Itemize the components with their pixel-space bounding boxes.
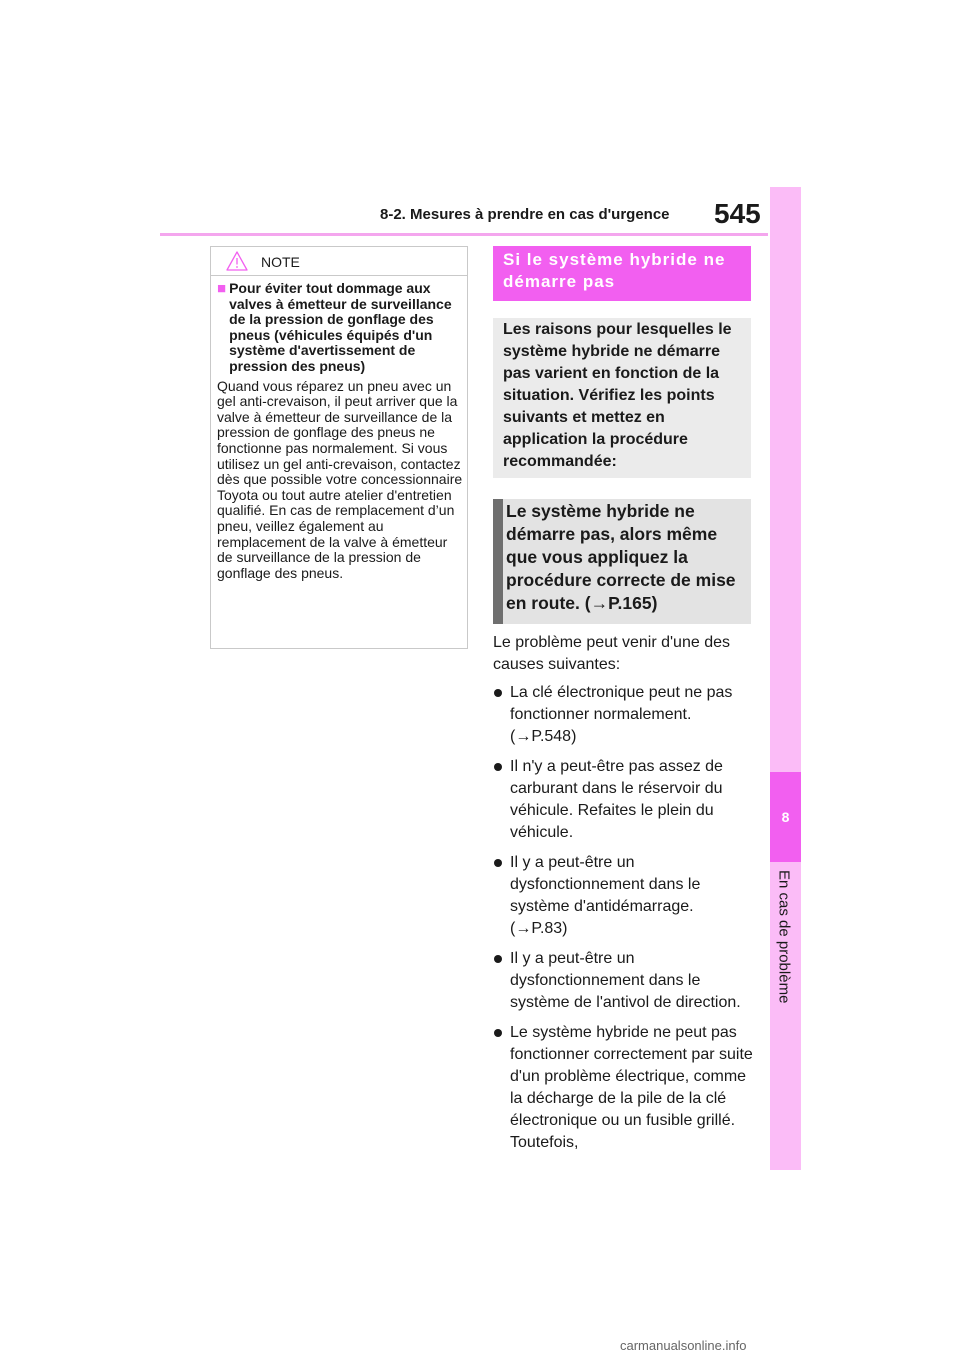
chapter-side-tab — [770, 187, 801, 1170]
section-title: 8-2. Mesures à prendre en cas d'urgence — [380, 206, 670, 223]
list-item-text: Le système hybride ne peut pas fonctionner correctement par suite d'un problème électrique, comme la décharge de la pile de la clé électronique ou un fusible grillé. Toutefois, — [510, 1024, 753, 1151]
chapter-label: En cas de problème — [775, 870, 793, 1004]
section-banner: Si le système hybride ne démarre pas — [493, 246, 751, 301]
list-item — [493, 682, 755, 748]
chapter-number-badge: 8 — [770, 772, 801, 862]
bullet-dot-icon — [493, 1022, 510, 1154]
intro-paragraph: Le problème peut venir d'une des causes suivantes: — [493, 634, 730, 673]
bullet-dot-icon — [493, 948, 510, 1014]
bullet-dot-icon — [493, 682, 510, 748]
note-subheading: Pour éviter tout dommage aux valves à émetteur de surveillance de la pression de gonflage des pneus (véhicules équipés d'un système d'avertissement de pression des pneus) — [229, 280, 452, 374]
header-divider — [160, 233, 768, 236]
note-text: Quand vous réparez un pneu avec un gel anti-crevaison, il peut arriver que la valve à émetteur de surveillance de la pression de gonflage des pneus ne fonctionne pas normalement. Si vous utilisez un gel anti-crevaison, contactez dès que possible votre concessionnaire Toyota ou tout autre atelier d'entretien qualifié. En cas de remplacement d’un pneu, veillez également au remplacement de la valve à émetteur de surveillance de la pression de gonflage des pneus. — [217, 377, 463, 581]
square-bullet-icon: ■ — [217, 280, 227, 297]
page-number: 545 — [714, 198, 761, 229]
note-title: NOTE — [261, 254, 300, 270]
note-body — [217, 281, 463, 581]
list-item — [493, 948, 755, 1014]
note-subheading-row — [217, 281, 463, 375]
list-item — [493, 756, 755, 844]
bullet-dot-icon — [493, 852, 510, 940]
cause-list — [493, 682, 755, 1162]
list-item-text: Il y a peut-être un dysfonctionnement dans le système de l'antivol de direction. — [510, 950, 741, 1011]
warning-triangle-icon — [225, 250, 249, 277]
list-item-text: La clé électronique peut ne pas fonctionner normalement. (→P.548) — [510, 684, 733, 745]
bullet-dot-icon — [493, 756, 510, 844]
note-header — [211, 247, 467, 276]
summary-box: Les raisons pour lesquelles le système hybride ne démarre pas varient en fonction de la situation. Vérifiez les points suivants et mettez en application la procédure recommandée: — [493, 318, 751, 478]
list-item — [493, 852, 755, 940]
note-box — [210, 246, 468, 649]
case-heading: Le système hybride ne démarre pas, alors même que vous appliquez la procédure correcte de mise en route. (→P.165) — [493, 499, 751, 624]
footer-watermark: carmanualsonline.info — [620, 1338, 747, 1353]
list-item — [493, 1022, 755, 1154]
list-item-text: Il y a peut-être un dysfonctionnement dans le système d'antidémarrage. (→P.83) — [510, 854, 701, 937]
list-item-text: Il n'y a peut-être pas assez de carburant dans le réservoir du véhicule. Refaites le plein du véhicule. — [510, 758, 723, 841]
